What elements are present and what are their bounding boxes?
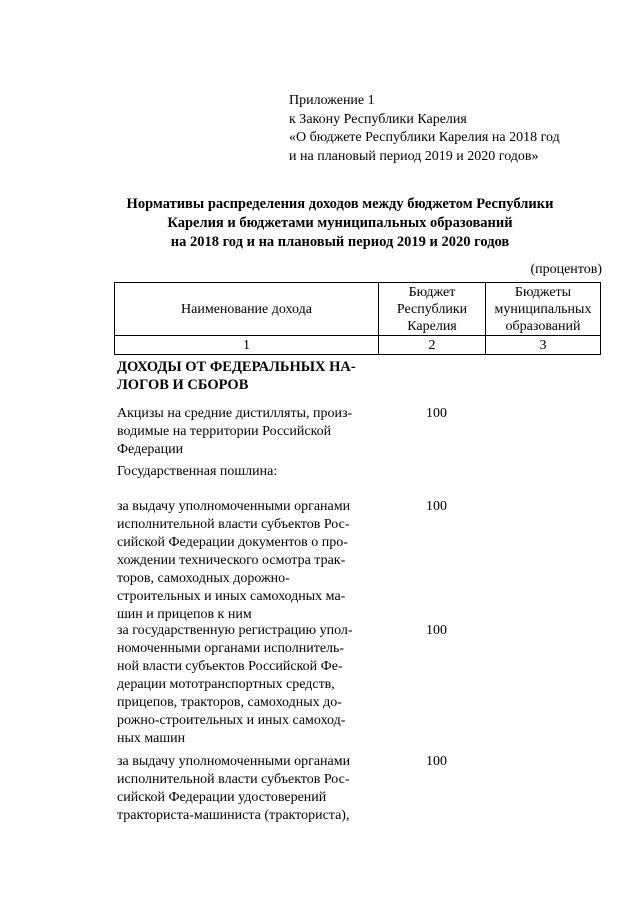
income-name-line: исполнительной власти субъектов Рос- bbox=[117, 772, 350, 787]
income-name-line: строительных и иных самоходных ма- bbox=[117, 589, 346, 604]
republic-budget-value: 100 bbox=[426, 754, 447, 769]
header-republic-budget bbox=[379, 283, 486, 336]
table-row bbox=[117, 622, 389, 748]
income-name-line: дерации мототранспортных средств, bbox=[117, 677, 335, 692]
income-name-line: сийской Федерации документов о про- bbox=[117, 535, 348, 550]
income-name-line: торов, самоходных дорожно- bbox=[117, 571, 290, 586]
income-name-line: шин и прицепов к ним bbox=[117, 607, 252, 622]
title-line: Нормативы распределения доходов между бюджетом Республики bbox=[126, 196, 554, 212]
income-name-line: тракториста-машиниста (тракториста), bbox=[117, 808, 350, 823]
header-municipal-budgets bbox=[486, 283, 601, 336]
units-label: (процентов) bbox=[530, 262, 602, 277]
section-line: ДОХОДЫ ОТ ФЕДЕРАЛЬНЫХ НА- bbox=[117, 359, 356, 375]
column-number: 3 bbox=[486, 336, 601, 355]
appendix-line: к Закону Республики Карелия bbox=[289, 111, 467, 127]
income-name-line: хождении технического осмотра трак- bbox=[117, 553, 346, 568]
document-title bbox=[100, 195, 580, 252]
income-name bbox=[117, 405, 389, 459]
table-row bbox=[117, 498, 389, 624]
income-name-line: прицепов, тракторов, самоходных до- bbox=[117, 695, 342, 710]
income-name bbox=[117, 753, 389, 825]
column-number: 1 bbox=[115, 336, 379, 355]
income-name-line: за выдачу уполномоченными органами bbox=[117, 499, 351, 514]
income-name-line: сийской Федерации удостоверений bbox=[117, 790, 327, 805]
header-line: Бюджеты bbox=[514, 284, 572, 300]
section-line: ЛОГОВ И СБОРОВ bbox=[117, 377, 249, 393]
appendix-line: и на плановый период 2019 и 2020 годов» bbox=[289, 148, 539, 164]
income-name-line: ных машин bbox=[117, 731, 186, 746]
section-heading bbox=[117, 358, 356, 394]
header-line: образований bbox=[505, 318, 581, 334]
republic-budget-value: 100 bbox=[426, 623, 447, 638]
header-line: Карелия bbox=[407, 318, 457, 334]
income-name bbox=[117, 622, 389, 748]
table-row bbox=[117, 463, 389, 481]
column-number: 2 bbox=[379, 336, 486, 355]
table-row bbox=[117, 753, 389, 825]
income-name-line: Федерации bbox=[117, 442, 184, 457]
distribution-table-header bbox=[114, 282, 601, 355]
republic-budget-value: 100 bbox=[426, 406, 447, 421]
appendix-note bbox=[289, 92, 560, 166]
income-name-line: Государственная пошлина: bbox=[117, 464, 278, 479]
header-line: Республики bbox=[396, 301, 468, 317]
republic-budget-value: 100 bbox=[426, 499, 447, 514]
income-name-line: ной власти субъектов Российской Фе- bbox=[117, 659, 343, 674]
table-row bbox=[117, 405, 389, 459]
appendix-line: Приложение 1 bbox=[289, 93, 375, 108]
income-name-line: водимые на территории Российской bbox=[117, 424, 332, 439]
appendix-line: «О бюджете Республики Карелия на 2018 год bbox=[289, 130, 560, 145]
income-name-line: исполнительной власти субъектов Рос- bbox=[117, 517, 350, 532]
income-name-line: номоченными органами исполнитель- bbox=[117, 641, 345, 656]
income-name-line: рожно-строительных и иных самоход- bbox=[117, 713, 346, 728]
header-line: Бюджет bbox=[408, 284, 456, 300]
header-line: муниципальных bbox=[494, 301, 592, 317]
income-name-line: Акцизы на средние дистилляты, произ- bbox=[117, 406, 353, 421]
income-name bbox=[117, 463, 389, 481]
income-name-line: за выдачу уполномоченными органами bbox=[117, 754, 351, 769]
title-line: на 2018 год и на плановый период 2019 и 2020 годов bbox=[170, 234, 510, 250]
income-name-line: за государственную регистрацию упол- bbox=[117, 623, 353, 638]
title-line: Карелия и бюджетами муниципальных образований bbox=[167, 215, 513, 231]
income-name bbox=[117, 498, 389, 624]
header-income-name: Наименование дохода bbox=[115, 283, 379, 336]
